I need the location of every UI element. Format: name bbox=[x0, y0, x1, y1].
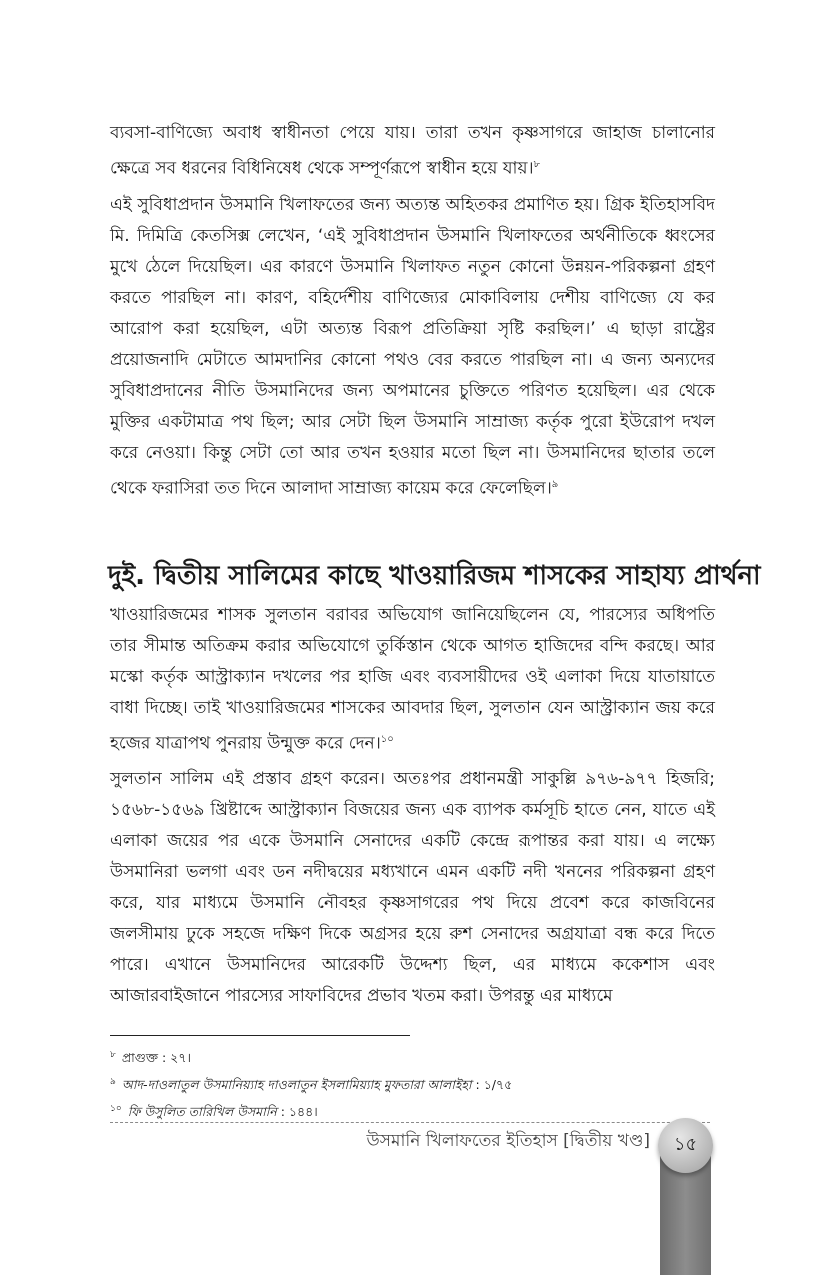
footnote-item: $^৯$ আদ-দাওলাতুল উসমানিয়্যাহ দাওলাতুন ইসলামিয়্যাহ মুফতারা আলাইহা : ১/৭৫ bbox=[110, 1077, 513, 1093]
footnote-item: $^{১০}$ ফি উসুলিত তারিখিল উসমানি : ১৪৪। bbox=[110, 1104, 318, 1120]
page-number: ১৫ bbox=[658, 1118, 713, 1173]
footnote-ref-8: ৮ bbox=[533, 159, 541, 170]
footnote-ref-9: ৯ bbox=[551, 479, 559, 490]
footnotes-list bbox=[110, 1043, 670, 1124]
paragraph-4: সুলতান সালিম এই প্রস্তাব গ্রহণ করেন। অতঃপর প্রধানমন্ত্রী সাকুল্লি ৯৭৬-৯৭৭ হিজরি; ১৫৬৮-১৫৬৯ খ্রিষ্টাব্দে আস্ট্রাক্যান বিজয়ের জন্য এক ব্যাপক কর্মসূচি হাতে নেন, যাতে এই এলাকা জয়ের পর একে উসমানি সেনাদের একটি কেন্দ্রে রূপান্তর করা যায়। এ লক্ষ্যে উসমানিরা ভলগা এবং ডন নদীদ্বয়ের মধ্যখানে এমন একটি নদী খননের পরিকল্পনা গ্রহণ করে, যার মাধ্যমে উসমানি নৌবহর কৃষ্ণসাগরের পথ দিয়ে প্রবেশ করে কাজবিনের জলসীমায় ঢুকে সহজে দক্ষিণ দিকে অগ্রসর হয়ে রুশ সেনাদের অগ্রযাত্রা বন্ধ করে দিতে পারে। এখানে উসমানিদের আরেকটি উদ্দেশ্য ছিল, এর মাধ্যমে ককেশাস এবং আজারবাইজানে পারস্যের সাফাবিদের প্রভাব খতম করা। উপরন্তু এর মাধ্যমে bbox=[110, 769, 715, 1006]
section-heading: দুই. দ্বিতীয় সালিমের কাছে খাওয়ারিজম শাসকের সাহায্য প্রার্থনা bbox=[108, 561, 761, 591]
footer-divider bbox=[110, 1122, 710, 1123]
footnote-divider bbox=[110, 1035, 410, 1036]
footnote-item: $^৮$ প্রাগুক্ত : ২৭। bbox=[110, 1050, 191, 1066]
paragraph-1: ব্যবসা-বাণিজ্যে অবাধ স্বাধীনতা পেয়ে যায়। তারা তখন কৃষ্ণসাগরে জাহাজ চালানোর ক্ষেত্রে সব ধরনের বিধিনিষেধ থেকে সম্পূর্ণরূপে স্বাধীন হয়ে যায়।$^৮$ bbox=[110, 123, 715, 179]
paragraph-2: এই সুবিধাপ্রদান উসমানি খিলাফতের জন্য অত্যন্ত অহিতকর প্রমাণিত হয়। গ্রিক ইতিহাসবিদ মি. দিমিত্রি কেতসিক্স লেখেন, ‘এই সুবিধাপ্রদান উসমানি খিলাফতের অর্থনীতিকে ধ্বংসের মুখে ঠেলে দিয়েছিল। এর কারণে উসমানি খিলাফত নতুন কোনো উন্নয়ন-পরিকল্পনা গ্রহণ করতে পারছিল না। কারণ, বহির্দেশীয় বাণিজ্যের মোকাবিলায় দেশীয় বাণিজ্যে যে কর আরোপ করা হয়েছিল, এটা অত্যন্ত বিরূপ প্রতিক্রিয়া সৃষ্টি করছিল।’ এ ছাড়া রাষ্ট্রের প্রয়োজনাদি মেটাতে আমদানির কোনো পথও বের করতে পারছিল না। এ জন্য অন্যদের সুবিধাপ্রদানের নীতি উসমানিদের জন্য অপমানের চুক্তিতে পরিণত হয়েছিল। এর থেকে মুক্তির একটামাত্র পথ ছিল; আর সেটা ছিল উসমানি সাম্রাজ্য কর্তৃক পুরো ইউরোপ দখল করে নেওয়া। কিন্তু সেটা তো আর তখন হওয়ার মতো ছিল না। উসমানিদের ছাতার তলে থেকে ফরাসিরা তত দিনে আলাদা সাম্রাজ্য কায়েম করে ফেলেছিল।$^৯$ bbox=[110, 195, 715, 499]
paragraph-3: খাওয়ারিজমের শাসক সুলতান বরাবর অভিযোগ জানিয়েছিলেন যে, পারস্যের অধিপতি তার সীমান্ত অতিক্রম করার অভিযোগে তুর্কিস্তান থেকে আগত হাজিদের বন্দি করছে। আর মস্কো কর্তৃক আস্ট্রাক্যান দখলের পর হাজি এবং ব্যবসায়ীদের ওই এলাকা দিয়ে যাতায়াতে বাধা দিচ্ছে। তাই খাওয়ারিজমের শাসকের আবদার ছিল, সুলতান যেন আস্ট্রাক্যান জয় করে হজের যাত্রাপথ পুনরায় উন্মুক্ত করে দেন।$^{১০}$ bbox=[110, 605, 715, 754]
footnote-ref-10: ১০ bbox=[380, 734, 394, 745]
running-head: উসমানি খিলাফতের ইতিহাস [দ্বিতীয় খণ্ড] bbox=[366, 1131, 650, 1151]
